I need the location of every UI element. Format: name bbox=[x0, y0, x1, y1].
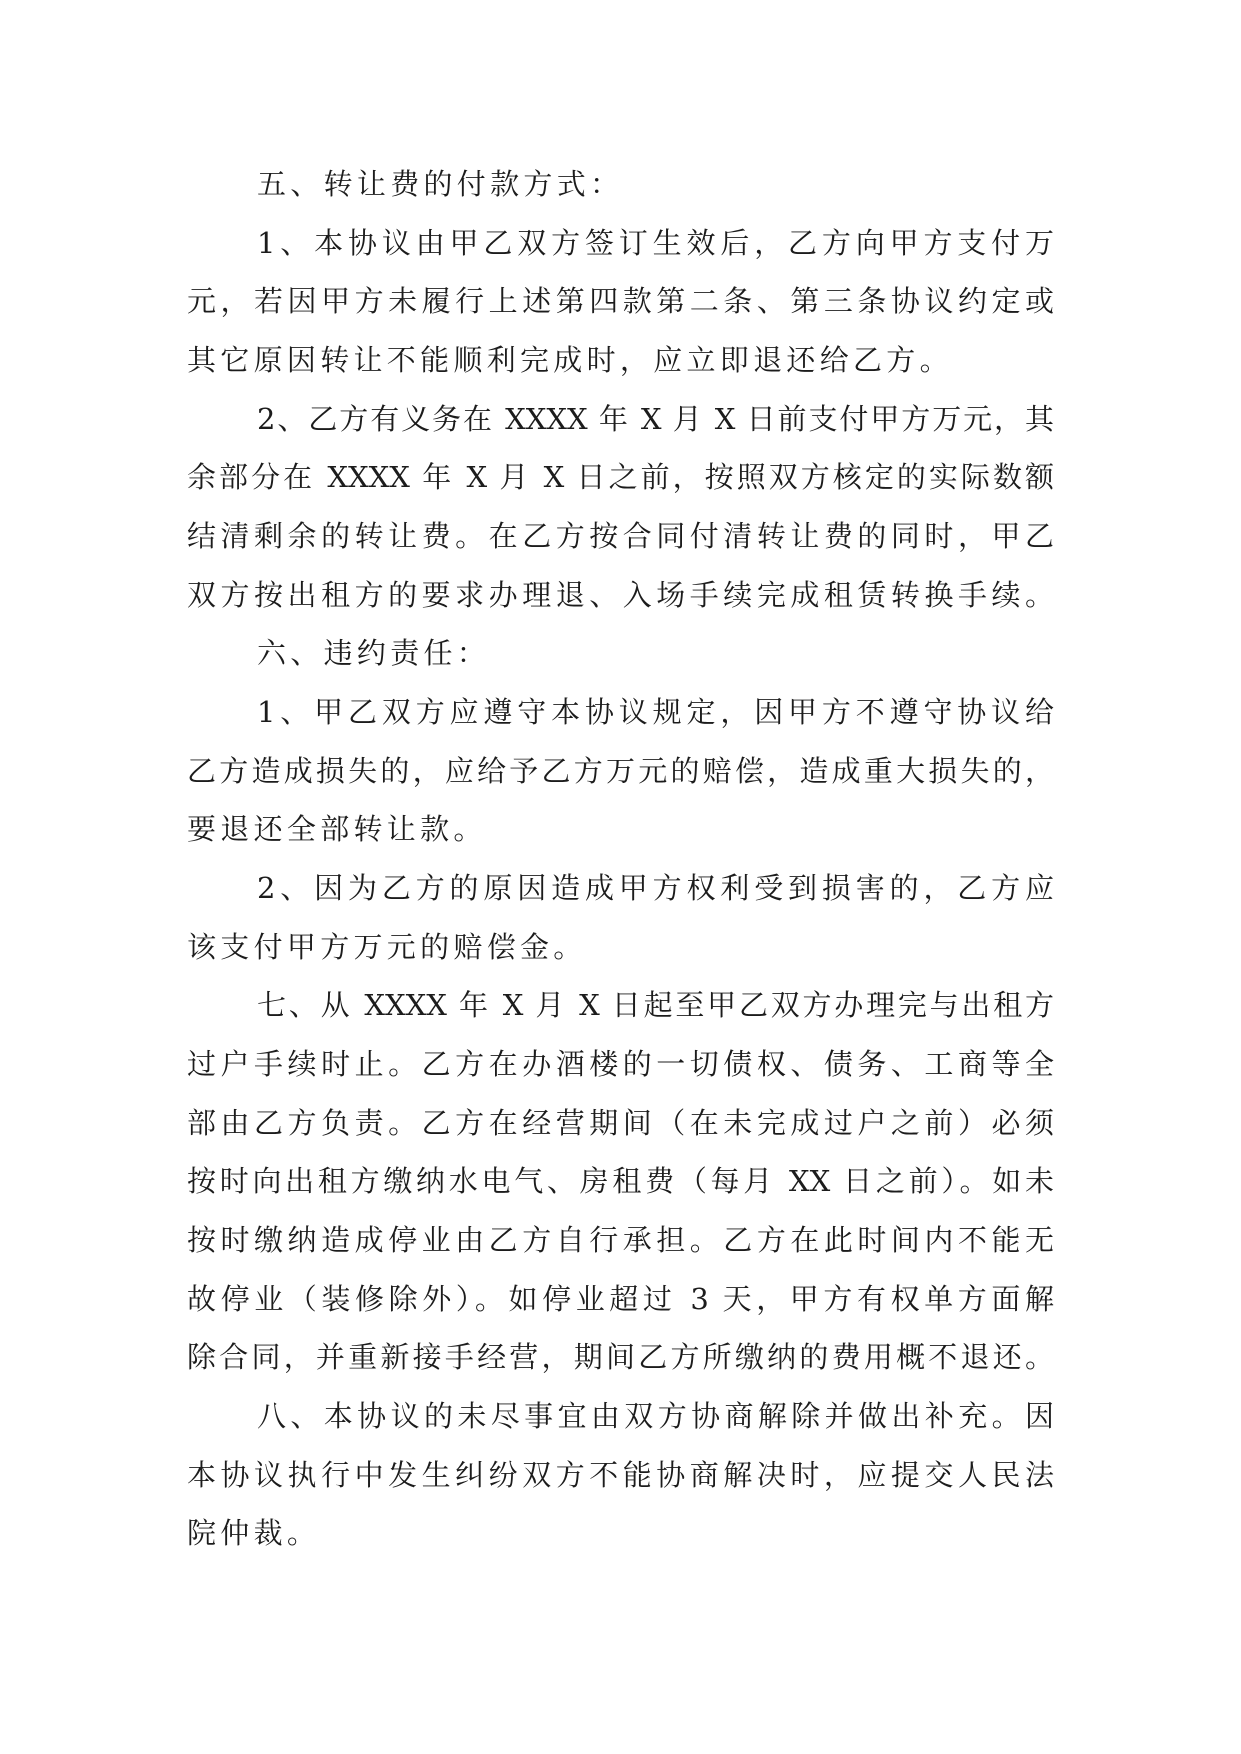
paragraph-line: 余部分在 XXXX 年 X 月 X 日之前，按照双方核定的实际数额 bbox=[187, 460, 1054, 495]
paragraph-line: 结清剩余的转让费。在乙方按合同付清转让费的同时，甲乙 bbox=[187, 519, 1054, 554]
paragraph-line: 本协议执行中发生纠纷双方不能协商解决时，应提交人民法 bbox=[187, 1457, 1054, 1492]
paragraph-line: 五、转让费的付款方式： bbox=[257, 167, 624, 201]
paragraph-line: 双方按出租方的要求办理退、入场手续完成租赁转换手续。 bbox=[187, 577, 1054, 612]
clause-five-item-2 bbox=[187, 390, 1054, 625]
paragraph-line: 院仲裁。 bbox=[187, 1516, 321, 1551]
paragraph-line: 七、从 XXXX 年 X 月 X 日起至甲乙双方办理完与出租方 bbox=[257, 988, 1054, 1023]
paragraph-line: 1、本协议由甲乙双方签订生效后，乙方向甲方支付万 bbox=[257, 225, 1054, 260]
paragraph-line: 过户手续时止。乙方在办酒楼的一切债权、债务、工商等全 bbox=[187, 1047, 1054, 1082]
clause-seven bbox=[187, 976, 1054, 1387]
paragraph-line: 八、本协议的未尽事宜由双方协商解除并做出补充。因 bbox=[257, 1399, 1054, 1434]
document-body bbox=[187, 155, 1054, 1563]
clause-six-heading bbox=[187, 624, 1054, 683]
paragraph-line: 按时缴纳造成停业由乙方自行承担。乙方在此时间内不能无 bbox=[187, 1223, 1054, 1258]
paragraph-line: 除合同，并重新接手经营，期间乙方所缴纳的费用概不退还。 bbox=[187, 1340, 1054, 1375]
paragraph-line: 该支付甲方万元的赔偿金。 bbox=[187, 929, 587, 964]
clause-six-item-2 bbox=[187, 859, 1054, 976]
clause-five-item-1 bbox=[187, 214, 1054, 390]
paragraph-line: 2、乙方有义务在 XXXX 年 X 月 X 日前支付甲方万元，其 bbox=[257, 401, 1054, 436]
clause-eight bbox=[187, 1387, 1054, 1563]
paragraph-line: 六、违约责任： bbox=[257, 636, 491, 671]
clause-five-heading bbox=[187, 155, 1054, 214]
paragraph-line: 按时向出租方缴纳水电气、房租费（每月 XX 日之前）。如未 bbox=[187, 1164, 1054, 1199]
paragraph-line: 要退还全部转让款。 bbox=[187, 812, 487, 847]
paragraph-line: 2、因为乙方的原因造成甲方权利受到损害的，乙方应 bbox=[257, 871, 1054, 906]
paragraph-line: 故停业（装修除外）。如停业超过 3 天，甲方有权单方面解 bbox=[187, 1281, 1054, 1316]
paragraph-line: 其它原因转让不能顺利完成时，应立即退还给乙方。 bbox=[187, 343, 953, 378]
paragraph-line: 部由乙方负责。乙方在经营期间（在未完成过户之前）必须 bbox=[187, 1105, 1054, 1140]
paragraph-line: 乙方造成损失的，应给予乙方万元的赔偿，造成重大损失的， bbox=[187, 753, 1054, 788]
paragraph-line: 1、甲乙双方应遵守本协议规定，因甲方不遵守协议给 bbox=[257, 695, 1054, 730]
clause-six-item-1 bbox=[187, 683, 1054, 859]
paragraph-line: 元，若因甲方未履行上述第四款第二条、第三条协议约定或 bbox=[187, 284, 1054, 319]
